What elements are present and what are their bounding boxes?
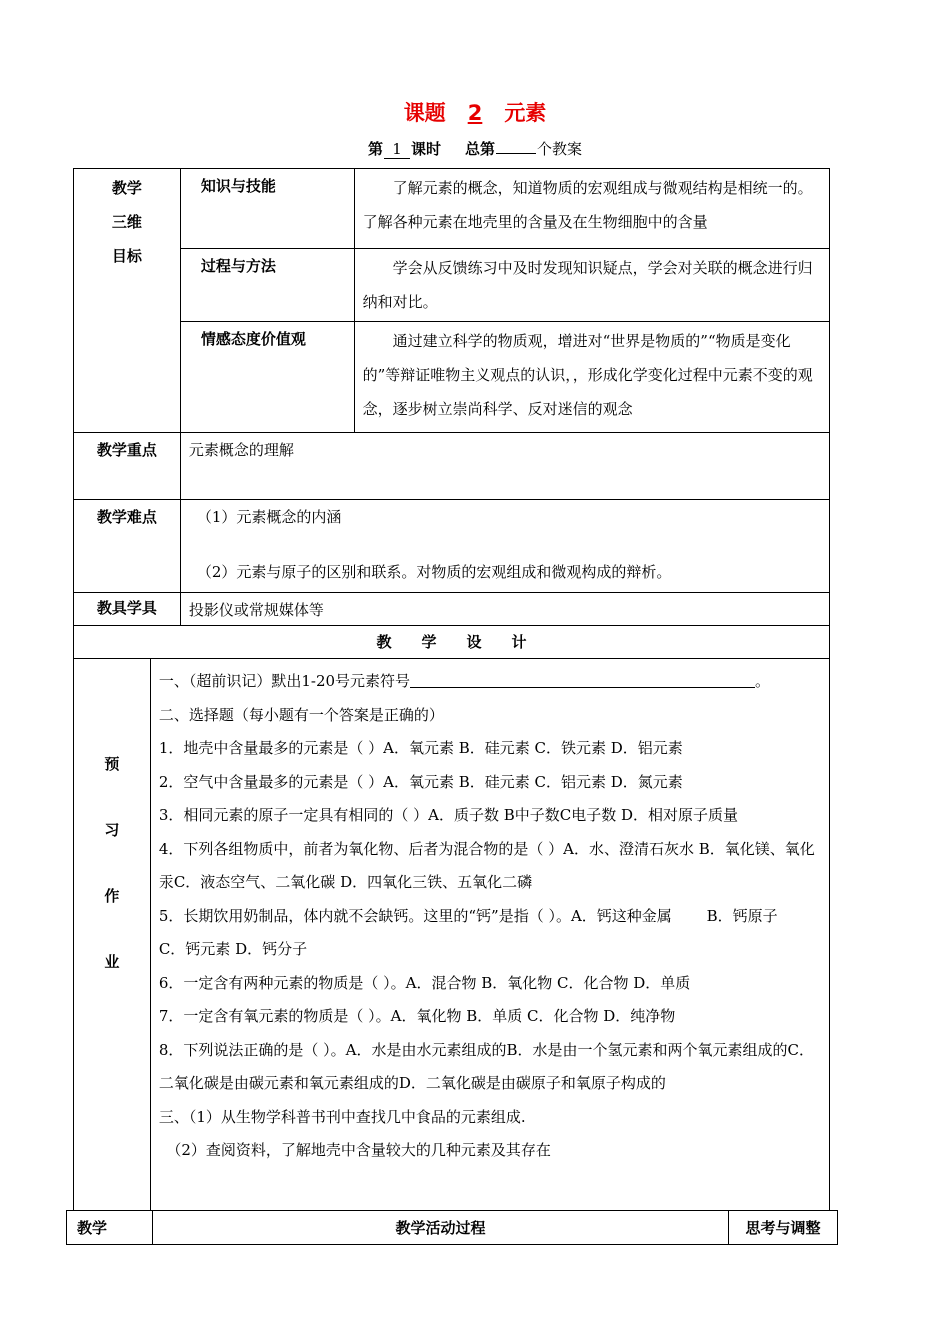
- tools-text: 投影仪或常规媒体等: [180, 593, 829, 626]
- total-suffix: 个教案: [537, 140, 583, 158]
- activity-header-table: [66, 1210, 838, 1245]
- lesson-number: 1: [384, 140, 410, 159]
- preview-line: 1．地壳中含量最多的元素是（ ）A．氧元素 B．硅元素 C．铁元素 D．铝元素: [158, 739, 683, 757]
- design-header: 教 学 设 计: [74, 626, 830, 659]
- page-title: [0, 97, 950, 127]
- title-number: 2: [467, 101, 483, 125]
- objective-label-knowledge: 知识与技能: [180, 169, 354, 249]
- title-prefix: 课题: [403, 101, 446, 125]
- activity-col-teaching: 教学: [67, 1211, 153, 1245]
- activity-col-reflection: 思考与调整: [729, 1211, 838, 1245]
- preview-content: [150, 659, 829, 1211]
- lesson-info: [0, 138, 950, 159]
- preview-line: 3．相同元素的原子一定具有相同的（ ）A．质子数 B中子数C电子数 D．相对原子质量: [158, 806, 739, 824]
- key-point-text: 元素概念的理解: [180, 433, 829, 500]
- preview-line: 7．一定含有氧元素的物质是（ ）。A．氧化物 B．单质 C．化合物 D．纯净物: [158, 1007, 676, 1025]
- objective-text-process: 学会从反馈练习中及时发现知识疑点，学会对关联的概念进行归纳和对比。: [354, 249, 829, 322]
- objectives-label: 教学 三维 目标: [74, 169, 181, 433]
- objective-text-knowledge: 了解元素的概念，知道物质的宏观组成与微观结构是相统一的。了解各种元素在地壳里的含量及在生物细胞中的含量: [354, 169, 829, 249]
- preview-line: 5．长期饮用奶制品，体内就不会缺钙。这里的“钙”是指（ ）。A．钙这种金属 B．钙原子 C．钙元素 D．钙分子: [158, 906, 823, 958]
- lesson-plan-table: [73, 168, 830, 659]
- answer-blank: [410, 667, 755, 688]
- preview-line: 4．下列各组物质中，前者为氧化物、后者为混合物的是（ ）A．水、澄清石灰水 B．氧化镁、氧化汞C．液态空气、二氧化碳 D．四氧化三铁、五氧化二磷: [158, 839, 815, 891]
- total-blank: [496, 153, 536, 154]
- difficulty-text: （1）元素概念的内涵 （2）元素与原子的区别和联系。对物质的宏观组成和微观构成的辩析。: [180, 500, 829, 593]
- key-point-label: 教学重点: [74, 433, 181, 500]
- lesson-label-a: 第: [367, 140, 383, 158]
- preview-line: 8．下列说法正确的是（ ）。A．水是由水元素组成的B．水是由一个氢元素和两个氧元素组成的C．二氧化碳是由碳元素和氧元素组成的D．二氧化碳是由碳原子和氧原子构成的: [158, 1040, 814, 1092]
- preview-line: 6．一定含有两种元素的物质是（ ）。A．混合物 B．氧化物 C．化合物 D．单质: [158, 973, 691, 992]
- activity-col-process: 教学活动过程: [152, 1211, 728, 1245]
- objective-label-attitude: 情感态度价值观: [180, 322, 354, 433]
- lesson-label-b: 课时: [410, 140, 441, 158]
- difficulty-label: 教学难点: [74, 500, 181, 593]
- preview-line: 三、（1）从生物学科普书刊中查找几中食品的元素组成.: [158, 1107, 526, 1126]
- total-label: 总第: [465, 140, 496, 158]
- preview-line: （2）查阅资料，了解地壳中含量较大的几种元素及其存在: [158, 1141, 551, 1159]
- preview-line: 二、选择题（每小题有一个答案是正确的）: [158, 705, 444, 724]
- title-name: 元素: [504, 101, 547, 125]
- objective-text-attitude: 通过建立科学的物质观，增进对“世界是物质的”“物质是变化的”等辩证唯物主义观点的认识，，形成化学变化过程中元素不变的观念，逐步树立崇尚科学、反对迷信的观念: [354, 322, 829, 433]
- tools-label: 教具学具: [74, 593, 181, 626]
- preview-label: 预 习 作 业: [74, 659, 151, 1211]
- preview-line-1: 一、（超前识记）默出1-20号元素符号 。: [159, 665, 821, 699]
- objective-label-process: 过程与方法: [180, 249, 354, 322]
- preview-line: 2．空气中含量最多的元素是（ ）A．氧元素 B．硅元素 C．铝元素 D．氮元素: [158, 772, 683, 791]
- preview-table: [73, 658, 830, 1211]
